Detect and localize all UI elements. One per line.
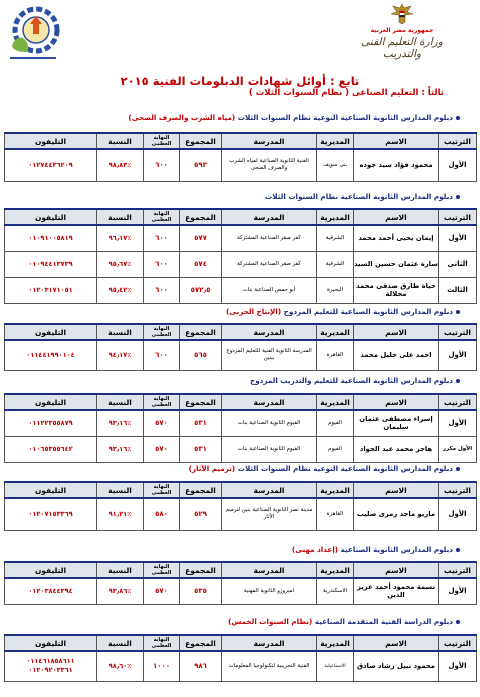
max-cell: ٦٠٠ [144,340,180,370]
school-cell: مدينة نصر الثانوية الصناعية بنين لترميم الآثار [222,498,317,530]
percent-cell: ٪٩٨٫٨٣ [97,149,144,181]
rank-cell: الثالث [439,277,477,303]
directorate-cell: الاسماعيلية [317,651,354,681]
directorate-cell: بنى سويف [317,149,354,181]
country-name: جمهورية مصر العربية [370,27,434,34]
col-school: المدرسة [222,133,317,149]
school-cell: المدرسة الثانوية الفنية للتعليم المزدوج ببنين [222,340,317,370]
col-name: الاسم [354,133,439,149]
page-header [0,0,480,72]
max-cell: ٥٧٠ [144,410,180,436]
max-cell: ٥٧٠ [144,436,180,462]
col-max: النهاية العظمى [144,209,180,225]
col-name: الاسم [354,562,439,578]
name-cell: احمد على خليل محمد [354,340,439,370]
col-directorate: المديرية [317,324,354,340]
eagle-emblem-icon [389,2,415,26]
name-cell: ماريو ماجد رمزى صليب [354,498,439,530]
col-directorate: المديرية [317,562,354,578]
col-total: المجموع [180,209,222,225]
directorate-cell: البحيرة [317,277,354,303]
col-phone: التليفون [5,209,97,225]
col-phone: التليفون [5,133,97,149]
col-max: النهاية العظمى [144,635,180,651]
col-percent: النسبة [97,394,144,410]
col-percent: النسبة [97,562,144,578]
school-cell: كفر صقر الصناعية المشتركة [222,251,317,277]
max-cell: ٦٠٠ [144,251,180,277]
col-total: المجموع [180,133,222,149]
col-max: النهاية العظمى [144,482,180,498]
results-table [4,208,477,304]
table-header-row [5,482,477,498]
table-row [5,277,477,303]
table-row [5,410,477,436]
rank-cell: الأول [439,225,477,251]
directorate-cell: الفيوم [317,410,354,436]
table-header-row [5,209,477,225]
col-phone: التليفون [5,562,97,578]
directorate-cell: الاسكندرية [317,578,354,604]
name-cell: نسمة محمود أحمد عزيز الدين [354,578,439,604]
total-cell: ٥٦٥ [180,340,222,370]
name-cell: سارة عثمان حسين السيد [354,251,439,277]
col-rank: الترتيب [439,209,477,225]
col-max: النهاية العظمى [144,394,180,410]
col-max: النهاية العظمى [144,133,180,149]
col-max: النهاية العظمى [144,324,180,340]
col-directorate: المديرية [317,482,354,498]
max-cell: ١٠٠٠ [144,651,180,681]
col-phone: التليفون [5,394,97,410]
percent-cell: ٪٩٥٫٦٧ [97,251,144,277]
results-table [4,481,477,531]
max-cell: ٦٠٠ [144,149,180,181]
col-phone: التليفون [5,482,97,498]
col-rank: الترتيب [439,324,477,340]
col-name: الاسم [354,394,439,410]
col-rank: الترتيب [439,133,477,149]
percent-cell: ٪٩٣٫٨٦ [97,578,144,604]
col-rank: الترتيب [439,394,477,410]
page-title: تابع : أوائل شهادات الدبلومات الفنية ٢٠١٥ [120,74,360,88]
rank-cell: الأول [439,149,477,181]
school-cell: كفر صقر الصناعية المشتركة [222,225,317,251]
col-directorate: المديرية [317,394,354,410]
col-total: المجموع [180,394,222,410]
ministry-logo [352,2,452,68]
col-phone: التليفون [5,324,97,340]
total-cell: ٥٣١ [180,436,222,462]
col-percent: النسبة [97,133,144,149]
col-rank: الترتيب [439,562,477,578]
directorate-cell: القاهرة [317,340,354,370]
table-row [5,578,477,604]
percent-cell: ٪٩١٫٢١ [97,498,144,530]
phone-cell: ٠١١٢٢٣٥٥٨٧٩ [5,410,97,436]
directorate-cell: القاهرة [317,498,354,530]
max-cell: ٦٠٠ [144,277,180,303]
phone-cell: ٠١٢٠٣٨٤٤٣٩٤ [5,578,97,604]
col-school: المدرسة [222,324,317,340]
results-table [4,323,477,371]
total-cell: ٥٧٢٫٥ [180,277,222,303]
name-cell: إيمان يحيى أحمد محمد [354,225,439,251]
results-table [4,634,477,682]
col-school: المدرسة [222,562,317,578]
col-percent: النسبة [97,324,144,340]
table-row [5,436,477,462]
rank-cell: الأول [439,498,477,530]
rank-cell: الأول [439,578,477,604]
ministry-name: وزارة التعليم الفنى والتدريب [361,36,443,60]
table-row [5,225,477,251]
col-school: المدرسة [222,209,317,225]
name-cell: هاجر محمد عبد الجواد [354,436,439,462]
col-phone: التليفون [5,635,97,651]
name-cell: محمود نبيل رشاد صادق [354,651,439,681]
total-cell: ٥٣٥ [180,578,222,604]
col-school: المدرسة [222,635,317,651]
phone-cell: ٠١١٤٤١٩٩٠١٠٤ [5,340,97,370]
table-header-row [5,562,477,578]
col-total: المجموع [180,562,222,578]
max-cell: ٥٧٠ [144,578,180,604]
name-cell: محمود فؤاد سيد جوده [354,149,439,181]
col-directorate: المديرية [317,635,354,651]
phone-cell: ٠١٢٠٣١٧١٠٥١ [5,277,97,303]
section-title: دبلوم المدارس الثانوية الصناعية (إعداد مهنى) [292,545,460,554]
percent-cell: ٪٩٣٫١٦ [97,436,144,462]
rank-cell: الأول [439,340,477,370]
school-cell: الفيوم الثانوية الصناعية بنات [222,410,317,436]
results-table [4,393,477,463]
total-cell: ٥٧٧ [180,225,222,251]
col-max: النهاية العظمى [144,562,180,578]
section-title: دبلوم المدارس الثانوية الصناعية للتعليم والتدريب المزدوج [250,376,460,385]
section-title: دبلوم المدارس الثانوية الصناعية النوعية نظام السنوات الثلاث (ترميم الآثار) [189,464,460,473]
table-row [5,149,477,181]
rank-cell: الأول [439,410,477,436]
col-directorate: المديرية [317,133,354,149]
col-school: المدرسة [222,394,317,410]
col-name: الاسم [354,324,439,340]
col-total: المجموع [180,324,222,340]
results-table [4,132,477,182]
phone-cell: ٠١٢٠٧١٥٣٣٦٩ [5,498,97,530]
percent-cell: ٪٩٨٫٦٠ [97,651,144,681]
rank-cell: الأول مكرر [439,436,477,462]
school-cell: الفيوم الثانوية الصناعية بنات [222,436,317,462]
directorate-cell: الفيوم [317,436,354,462]
rank-cell: الأول [439,651,477,681]
table-row [5,498,477,530]
col-rank: الترتيب [439,635,477,651]
col-school: المدرسة [222,482,317,498]
phone-cell: ٠١٢٧٤٤٣٦٢٠٩ [5,149,97,181]
section-title: دبلوم الدراسة الفنية المتقدمة الصناعية (نظام السنوات الخمس) [228,617,460,626]
table-row [5,651,477,681]
school-cell: الفنية التجريبية لتكنولوجيا المعلومات [222,651,317,681]
table-header-row [5,394,477,410]
results-table [4,561,477,605]
page-subtitle: ثالثاً : التعليم الصناعى ( نظام السنوات الثلاث ) [248,88,444,98]
directorate-cell: الشرقية [317,225,354,251]
school-logo [6,2,62,64]
table-header-row [5,635,477,651]
col-name: الاسم [354,635,439,651]
col-percent: النسبة [97,635,144,651]
col-percent: النسبة [97,482,144,498]
name-cell: إسراء مصطفى عثمان سليمان [354,410,439,436]
section-title: دبلوم المدارس الثانوية الصناعية نظام السنوات الثلاث [265,192,460,201]
table-header-row [5,324,477,340]
col-percent: النسبة [97,209,144,225]
percent-cell: ٪٩٥٫٤٢ [97,277,144,303]
phone-cell: ٠١٠٩٤٤١٣٧٣٩ [5,251,97,277]
school-cell: الفنية الثانوية الصناعية لمياه الشرب والصرف الصحى [222,149,317,181]
col-total: المجموع [180,482,222,498]
col-name: الاسم [354,482,439,498]
table-row [5,251,477,277]
col-rank: الترتيب [439,482,477,498]
total-cell: ٩٨٦ [180,651,222,681]
phone-cell: ٠١٠٦٥٣٥٥٦٤٢ [5,436,97,462]
section-title: دبلوم المدارس الثانوية الصناعية النوعية نظام السنوات الثلاث (مياه الشرب والصرف الصحى) [128,113,460,122]
total-cell: ٥٣١ [180,410,222,436]
name-cell: حياة طارق صدقى محمد مخلالة [354,277,439,303]
total-cell: ٥٢٩ [180,498,222,530]
school-cell: امبروزو الثانوية المهنية [222,578,317,604]
total-cell: ٥٩٣ [180,149,222,181]
school-cell: أبو حمص الصناعية بنات [222,277,317,303]
max-cell: ٦٠٠ [144,225,180,251]
table-header-row [5,133,477,149]
percent-cell: ٪٩٣٫١٦ [97,410,144,436]
rank-cell: الثانى [439,251,477,277]
directorate-cell: الشرقية [317,251,354,277]
phone-cell: ٠١٠٩١٠٠٥٨١٩ [5,225,97,251]
total-cell: ٥٧٤ [180,251,222,277]
col-total: المجموع [180,635,222,651]
percent-cell: ٪٩٦٫١٧ [97,225,144,251]
max-cell: ٥٨٠ [144,498,180,530]
phone-cell: ٠١١٤٦١٨٥٨٦١١ ٠١٢٠٩٢٠٣٣٦١ [5,651,97,681]
section-title: دبلوم المدارس الثانوية الصناعية للتعليم المزدوج (الإنتاج الحربى) [226,307,460,316]
table-row [5,340,477,370]
percent-cell: ٪٩٤٫١٧ [97,340,144,370]
col-directorate: المديرية [317,209,354,225]
col-name: الاسم [354,209,439,225]
